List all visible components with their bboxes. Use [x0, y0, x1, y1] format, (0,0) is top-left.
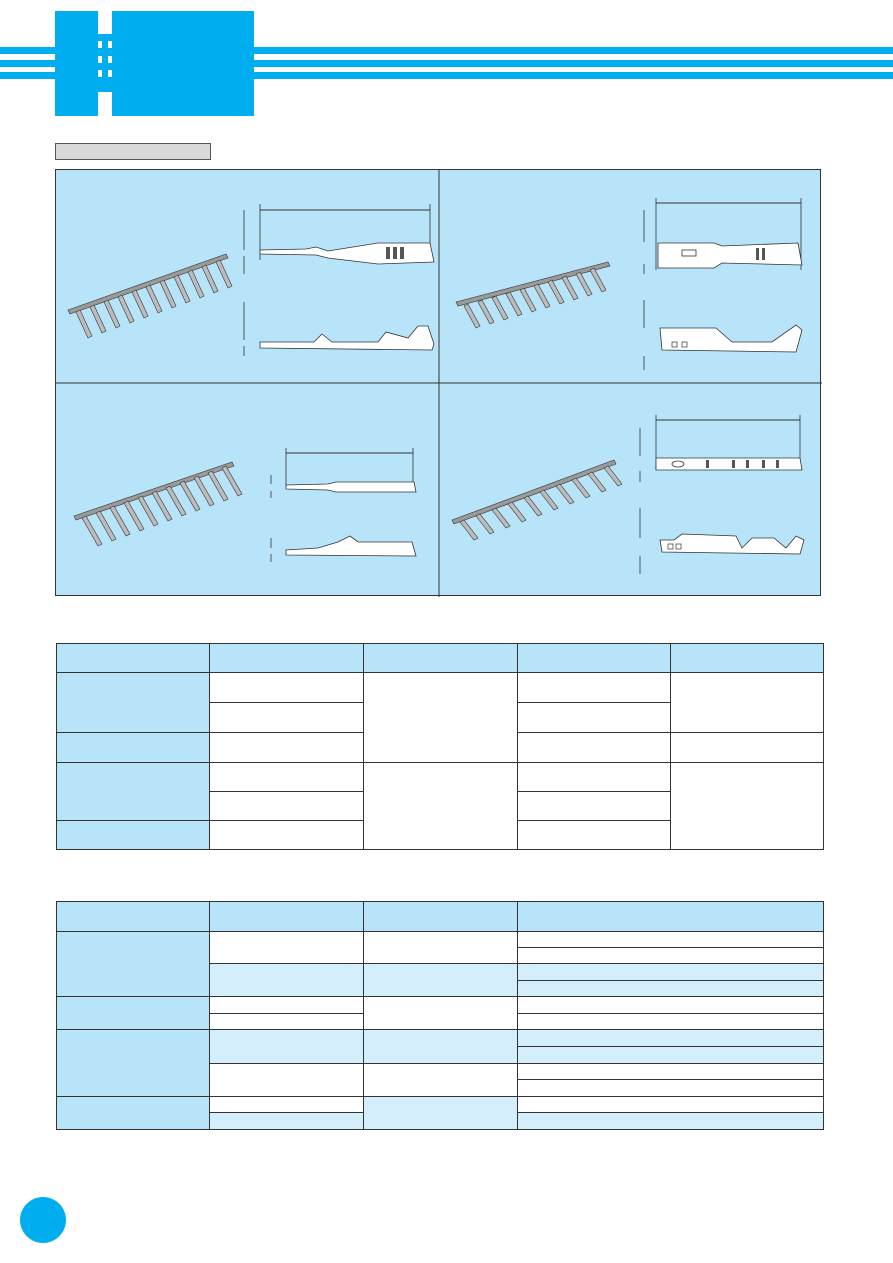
table-cell: [364, 997, 518, 1030]
terminal-strip-bottom-right: [452, 415, 804, 574]
terminal-strip-bottom-left: [74, 448, 416, 562]
terminal-strip-top-right: [456, 198, 802, 370]
table-cell: [518, 1047, 824, 1064]
table-cell: [518, 997, 824, 1014]
table-cell: [210, 932, 364, 964]
table-cell: [210, 821, 364, 850]
table-cell: [671, 763, 824, 850]
table-cell: [518, 1064, 824, 1080]
row-label: [57, 1097, 210, 1130]
table-cell: [518, 733, 671, 763]
table-cell: [671, 733, 824, 763]
table-cell: [210, 763, 364, 792]
table-cell: [518, 821, 671, 850]
table-cell: [210, 1030, 364, 1064]
applicable-wire-table: [56, 901, 824, 1130]
table-cell: [364, 932, 518, 964]
table-cell: [518, 932, 824, 948]
table-cell: [518, 673, 671, 703]
table-cell: [518, 964, 824, 981]
table-row: [57, 932, 824, 948]
table-cell: [518, 792, 671, 821]
table-cell: [210, 1064, 364, 1097]
row-label: [57, 733, 210, 763]
header-cell: [364, 644, 518, 673]
table-cell: [671, 673, 824, 733]
row-label: [57, 1030, 210, 1097]
page-number-badge: [20, 1197, 66, 1243]
table-cell: [518, 948, 824, 964]
table-cell: [210, 964, 364, 997]
table-cell: [518, 1097, 824, 1113]
row-label: [57, 997, 210, 1030]
terminal-strip-top-left: [68, 204, 434, 356]
table-cell: [210, 733, 364, 763]
table-cell: [518, 1014, 824, 1030]
row-label: [57, 932, 210, 997]
row-label: [57, 763, 210, 821]
table-cell: [518, 703, 671, 733]
table-cell: [364, 1097, 518, 1130]
header-cell: [210, 902, 364, 932]
table-cell: [518, 1030, 824, 1047]
header-cell: [518, 644, 671, 673]
row-label: [57, 673, 210, 733]
header-cell: [57, 644, 210, 673]
header-cell: [210, 644, 364, 673]
table-cell: [364, 673, 518, 763]
terminal-diagram-panel: [55, 169, 821, 596]
table-cell: [210, 1113, 364, 1130]
table-row: [57, 1030, 824, 1047]
table-cell: [210, 1097, 364, 1113]
table-row: [57, 763, 824, 792]
table-header-row: [57, 644, 824, 673]
table-row: [57, 1097, 824, 1113]
row-label: [57, 821, 210, 850]
table-cell: [210, 792, 364, 821]
table-cell: [210, 1014, 364, 1030]
table-row: [57, 997, 824, 1014]
table-header-row: [57, 902, 824, 932]
header-cell: [57, 902, 210, 932]
section-label: [55, 143, 211, 160]
table-cell: [364, 1064, 518, 1097]
table-cell: [210, 673, 364, 703]
header-cell: [671, 644, 824, 673]
header-cell: [364, 902, 518, 932]
header-cell: [518, 902, 824, 932]
table-cell: [364, 763, 518, 850]
terminal-spec-table: [56, 643, 824, 850]
table-cell: [518, 1113, 824, 1130]
terminal-drawings: [56, 170, 822, 597]
table-cell: [518, 981, 824, 997]
table-row: [57, 673, 824, 703]
table-cell: [364, 964, 518, 997]
table-cell: [518, 763, 671, 792]
table-cell: [210, 703, 364, 733]
table-cell: [364, 1030, 518, 1064]
table-cell: [518, 1080, 824, 1097]
table-cell: [210, 997, 364, 1014]
